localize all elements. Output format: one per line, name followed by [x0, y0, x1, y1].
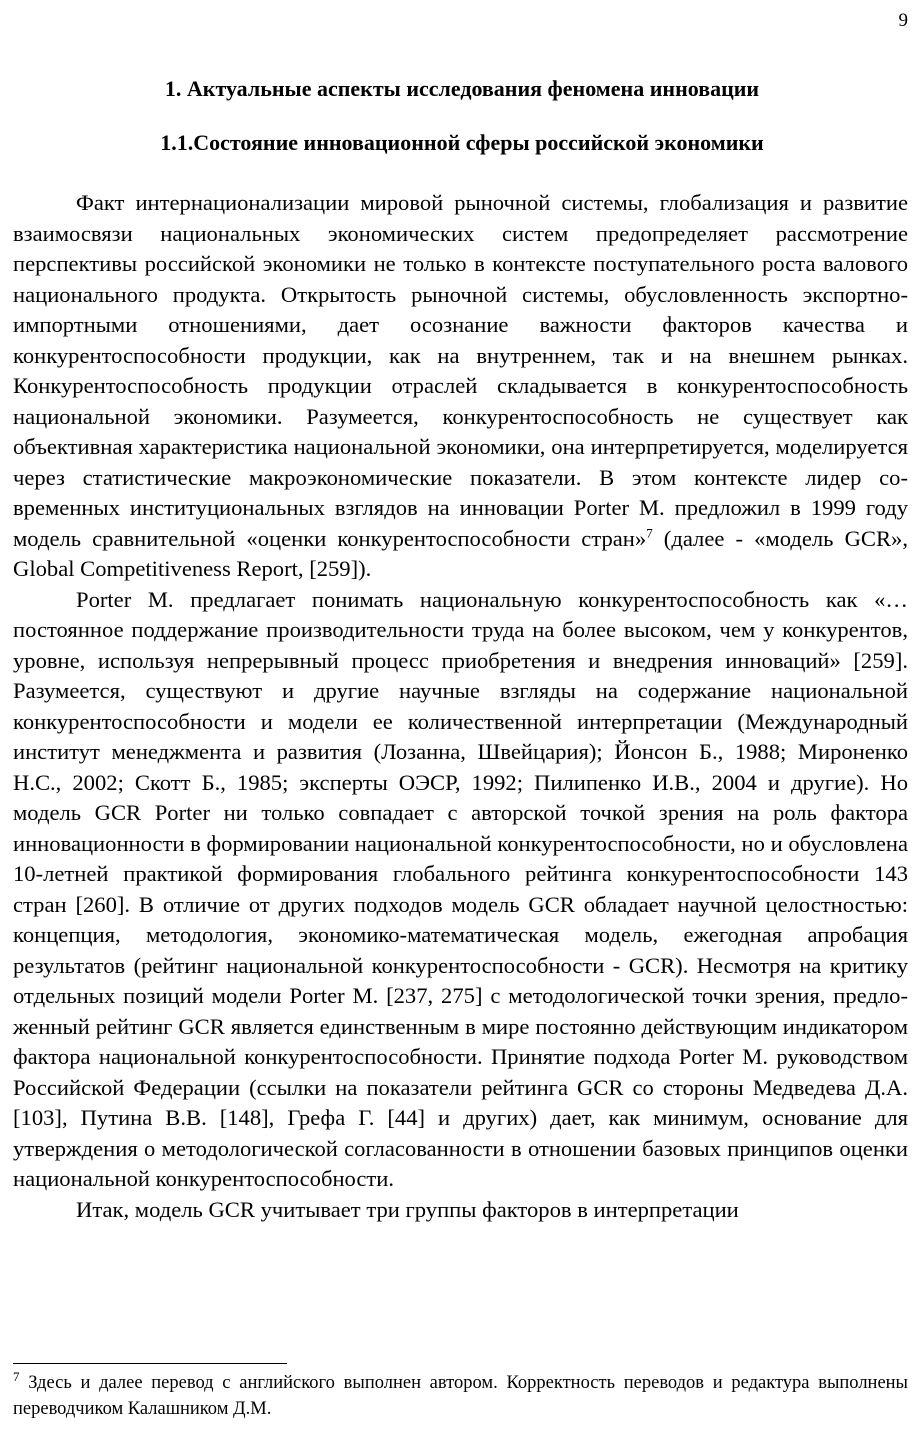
section-heading: 1.1.Состояние инновационной сферы российской экономики	[160, 130, 764, 155]
footnote	[13, 1370, 908, 1422]
footnote-number: 7	[13, 1368, 20, 1384]
footnote-text: Здесь и далее перевод с английского выполнен автором. Корректность переводов и редактура выполнены переводчиком Калашником Д.М.	[13, 1373, 908, 1419]
body-text	[13, 188, 908, 1225]
page-number: 9	[898, 10, 908, 31]
chapter-heading: 1. Актуальные аспекты исследования феномена инновации	[164, 76, 760, 101]
paragraph-2: Porter М. предлагает понимать национальную конкурентоспособность как «…постоянное поддержание производительности труда на более высоком, чем у конкурентов, уровне, используя непрерывный процесс приобретения и внедрения инноваций» [259]. Разумеется, существуют и другие научные взгляды на содержание национальной конкурентоспособности и модели ее количественной интерпретации (Международный институт менеджмента и развития (Лозанна, Швейцария); Йонсон Б., 1988; Мироненко Н.С., 2002; Скотт Б., 1985; эксперты ОЭСР, 1992; Пилипенко И.В., 2004 и другие). Но модель GCR Porter ни только совпадает с авторской точкой зрения на роль фактора инновационности в формировании национальной конкурентоспособности, но и обусловлена 10-летней практикой формирования глобального рейтинга конкурентоспособности 143 стран [260]. В отличие от других подходов модель GCR обладает научной целостностью: концепция, методология, экономико-математическая модель, ежегодная апробация результатов (рейтинг национальной конкурентоспособности - GCR). Несмотря на критику отдельных позиций модели Porter М. [237, 275] с методологической точки зрения, предложенный рейтинг GCR является единственным в мире постоянно действующим индикатором фактора национальной конкурентоспособности. Принятие подхода Porter М. руководством Российской Федерации (ссылки на показатели рейтинга GCR со стороны Медведева Д.А. [103], Путина В.В. [148], Грефа Г. [44] и других) дает, как минимум, основание для утверждения о методологической согласованности в отношении базовых принципов оценки национальной конкурентоспособности.	[13, 586, 908, 1191]
paragraph-1-text: Факт интернационализации мировой рыночной системы, глобализация и развитие взаимосвязи национальных экономических систем предопределяет рассмотрение перспективы российской экономики не только в контексте поступательного роста валового национального продукта. Открытость рыночной системы, обусловленность экспортно-импортными отношениями, дает осознание важности факторов качества и конкурентоспособности продукции, как на внутреннем, так и на внешнем рынках. Конкурентоспособность продукции отраслей складывается в конкурентоспособность национальной экономики. Разумеется, конкурентоспособность не существует как объективная характеристика национальной экономики, она интерпретируется, моделируется через статистические макроэкономические показатели. В этом контексте лидер современных институциональных взглядов на инновации Porter М. предложил в 1999 году модель сравнительной «оценки конкурентоспособности стран»	[13, 190, 908, 551]
footnote-divider	[13, 1363, 287, 1364]
paragraph-1	[13, 188, 908, 585]
paragraph-3: Итак, модель GCR учитывает три группы факторов в интерпретации	[76, 1196, 739, 1222]
paragraph-1-text-tail: (далее - «модель GCR», Global Competitiveness Report, [259]).	[13, 525, 908, 581]
footnote-reference: 7	[646, 524, 653, 540]
